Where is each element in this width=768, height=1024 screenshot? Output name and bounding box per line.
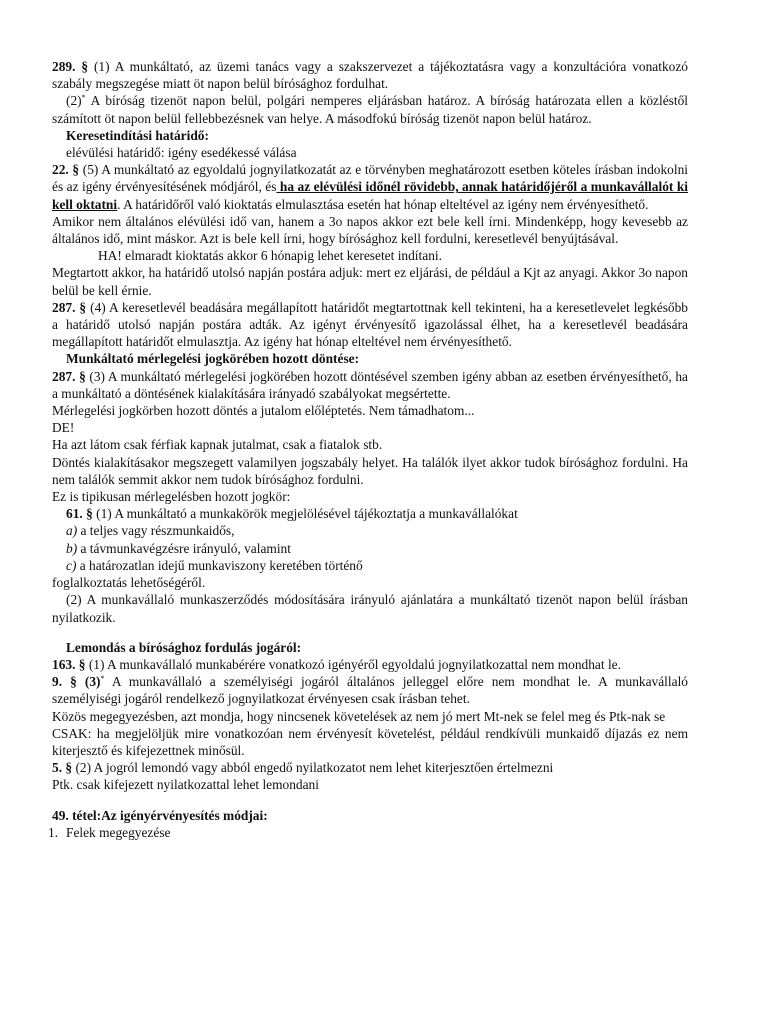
paragraph-text: (1) A munkáltató, az üzemi tanács vagy a szakszervezet a tájékoztatásra vagy a konzultációra vonatkozó szabály megszegése miatt öt napon belül bírósághoz fordulhat. xyxy=(52,59,688,92)
note-paragraph: Ez is tipikusan mérlegelésben hozott jogkör: xyxy=(52,489,291,505)
heading-lemondas: Lemondás a bírósághoz fordulás jogáról: xyxy=(66,639,302,655)
heading-keresetinditas: Keresetindítási határidő: xyxy=(66,127,209,143)
note-paragraph: Ptk. csak kifejezett nyilatkozattal lehet lemondani xyxy=(52,777,319,793)
section-ref: 287. § xyxy=(52,368,86,384)
heading-merlegelesi: Munkáltató mérlegelési jogkörében hozott döntése: xyxy=(66,351,360,367)
emphasized-text: ha az elévülési időnél rövidebb, annak határidőjéről a munkavállalót ki kell oktatni xyxy=(52,179,688,212)
paragraph-289-2 xyxy=(52,92,688,126)
paragraph-9 xyxy=(52,673,688,707)
note-paragraph: Döntés kialakításakor megszegett valamilyen jogszabály helyet. Ha találók ilyet akkor tudok bírósághoz fordulni. Ha nem találók semmit akkor nem tudok bírósághoz fordulni. xyxy=(52,454,688,487)
note-paragraph: Megtartott akkor, ha határidő utolsó napján postára adjuk: mert ez eljárási, de például a Kjt az anyagi. Akkor 3o napon belül be kell érnie. xyxy=(52,265,688,298)
paragraph-287-3 xyxy=(52,368,688,402)
paragraph-61-1 xyxy=(66,505,688,522)
document-page xyxy=(48,58,689,841)
note-paragraph: Közös megegyezésben, azt mondja, hogy nincsenek követelések az nem jó mert Mt-nek se felel meg és Ptk-nak se xyxy=(52,708,666,724)
paragraph-text: A bíróság tizenöt napon belül, polgári nemperes eljárásban határoz. A bíróság határozata ellen a közléstől számított öt napon belül fellebbezésnek van helye. A másodfokú bíróság tizenöt napon belül határoz. xyxy=(52,93,688,126)
list-item xyxy=(48,824,688,841)
paragraph-text: . A határidőről való kioktatás elmulasztása esetén hat hónap elteltével az igény nem érvényesíthető. xyxy=(117,196,649,212)
note-paragraph: HA! elmaradt kioktatás akkor 6 hónapig lehet keresetet indítani. xyxy=(98,248,442,264)
section-ref: 287. § xyxy=(52,299,87,315)
note-elevulesi: elévülési határidő: igény esedékessé válása xyxy=(66,145,297,161)
section-ref: 163. § xyxy=(52,656,86,672)
paragraph-289-1 xyxy=(52,58,688,92)
list-number: 1. xyxy=(48,824,59,840)
paragraph-text: (1) A munkavállaló munkabérére vonatkozó igényéről egyoldalú jognyilatkozattal nem mondhat le. xyxy=(85,656,621,672)
footnote-link[interactable]: * xyxy=(81,93,86,103)
section-ref: 22. § xyxy=(52,162,80,178)
note-paragraph: CSAK: ha megjelöljük mire vonatkozóan nem érvényesít követelést, például rendkívüli munkaidő díjazás ez nem kiterjesztő és kifejezettnek minősül. xyxy=(52,725,688,758)
paragraph-text: (1) A munkáltató a munkakörök megjelölésével tájékoztatja a munkavállalókat xyxy=(92,506,518,522)
list-item-a: a) a teljes vagy részmunkaidős, xyxy=(66,523,235,539)
paragraph-22 xyxy=(52,161,688,213)
list-item-text: Felek megegyezése xyxy=(66,824,171,840)
section-ref: 289. § xyxy=(52,59,89,74)
note-paragraph: Amikor nem általános elévülési idő van, hanem a 3o napos akkor ezt bele kell írni. Mindenképp, hogy kevesebb az általános idő, mint máskor. Azt is bele kell írni, hogy bírósághoz kell fordulni, keresetlevél benyújtásával. xyxy=(52,213,688,247)
section-ref: 9. § (3) xyxy=(52,674,101,690)
paragraph-text: (5) A munkáltató az egyoldalú jognyilatkozatát az e törvényben meghatározott esetben köteles írásban indokolni és az igény érvényesítésének módjáról, és xyxy=(52,162,688,195)
paragraph-287-4 xyxy=(52,299,688,351)
list-item-b: b) a távmunkavégzésre irányuló, valamint xyxy=(66,540,291,556)
paragraph-61-2: (2) A munkavállaló munkaszerződés módosítására irányuló ajánlatára a munkáltató tizenöt napon belül írásban nyilatkozik. xyxy=(52,592,688,625)
paragraph-text: (3) A munkáltató mérlegelési jogkörében hozott döntésével szemben igény abban az esetben érvényesíthető, ha a munkáltató a döntésének kialakítására irányadó szabályokat megsértette. xyxy=(52,368,688,401)
note-paragraph: DE! xyxy=(52,420,75,436)
footnote-link[interactable]: * xyxy=(100,674,105,684)
paragraph-5 xyxy=(52,759,688,776)
paragraph-163 xyxy=(52,656,688,673)
paragraph-text: foglalkoztatás lehetőségéről. xyxy=(52,575,206,591)
paragraph-text: A munkavállaló a személyiségi jogáról általános jelleggel előre nem mondhat le. A munkavállaló személyiségi jogáról rendelkező jognyilatkozat érvényesen csak írásban tehet. xyxy=(52,674,688,707)
section-ref: 5. § xyxy=(52,760,73,776)
note-paragraph: Mérlegelési jogkörben hozott döntés a jutalom előléptetés. Nem támadhatom... xyxy=(52,403,475,419)
note-paragraph: Ha azt látom csak férfiak kapnak jutalmat, csak a fiatalok stb. xyxy=(52,437,383,453)
list-item-c: c) a határozatlan idejű munkaviszony keretében történő xyxy=(66,557,363,573)
section-ref: 61. § xyxy=(66,506,93,522)
paragraph-text: (2) A jogról lemondó vagy abból engedő nyilatkozatot nem lehet kiterjesztően értelmezni xyxy=(72,760,554,776)
heading-tetel-49: 49. tétel:Az igényérvényesítés módjai: xyxy=(52,807,268,823)
subsection-ref: (2) xyxy=(66,93,82,109)
paragraph-text: (4) A keresetlevél beadására megállapított határidőt megtartottnak kell tekinteni, ha a keresetlevelet legkésőbb a határidő utolsó napján postára adták. Az igényt érvényesítő igazolással élhet, ha a keresetlevél beadására megállapított határidőt elmulasztja. Az igény hat hónap elteltével nem érvényesíthető. xyxy=(52,299,689,350)
